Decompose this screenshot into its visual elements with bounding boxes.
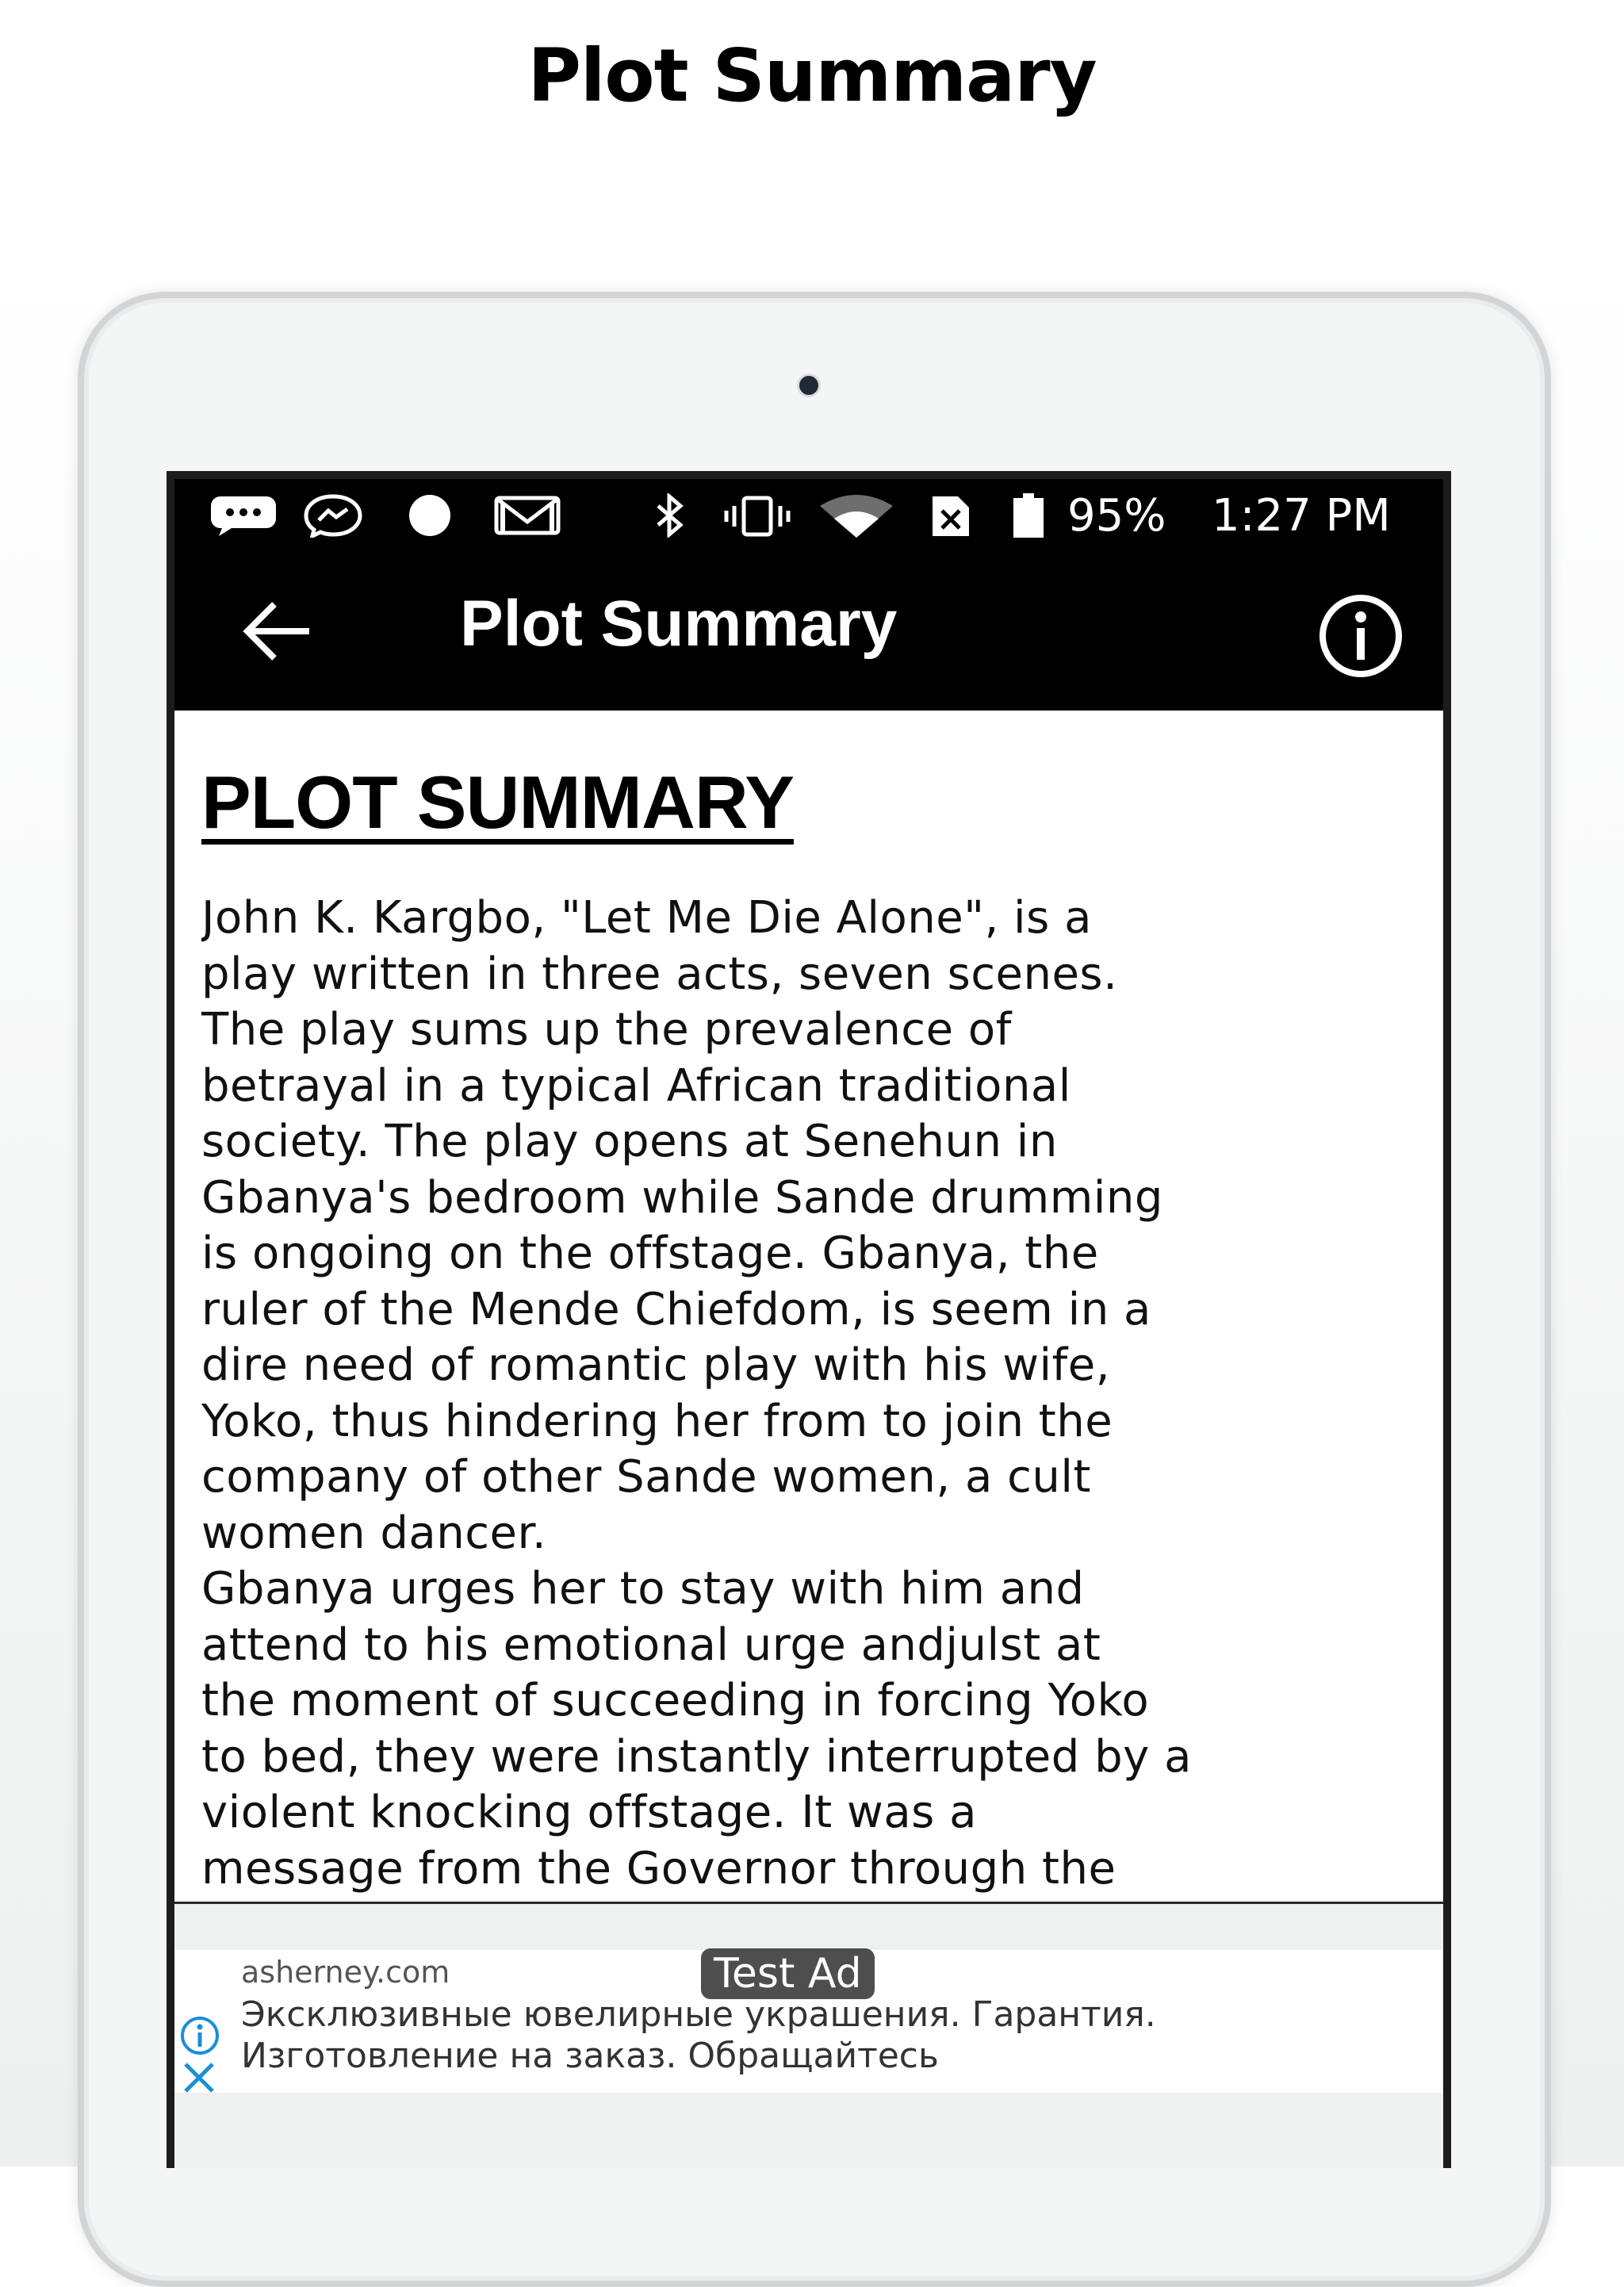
ad-banner [174,1902,1443,2168]
summary-line: to bed, they were instantly interrupted by a [201,1730,1192,1783]
summary-line: betrayal in a typical African traditional [201,1059,1071,1112]
summary-line: John K. Kargbo, "Let Me Die Alone", is a [201,892,1092,944]
ad-domain[interactable]: asherney.com [241,1955,450,1990]
summary-text [201,891,1438,1897]
arrow-left-icon[interactable] [238,593,317,669]
ad-close-icon[interactable] [179,2058,219,2097]
summary-line: is ongoing on the offstage. Gbanya, the [201,1228,1099,1280]
battery-icon [1009,493,1048,538]
promo-title: Plot Summary [527,33,1097,118]
app-bar-title: Plot Summary [460,588,898,660]
page-heading: PLOT SUMMARY [201,760,794,844]
ad-info-icon[interactable] [179,2015,220,2056]
summary-line: the moment of succeeding in forcing Yoko [201,1675,1150,1727]
ad-text-line-1[interactable]: Эксклюзивные ювелирные украшения. Гарантия. [241,1994,1156,2035]
summary-line: The play sums up the prevalence of [201,1004,1012,1056]
device-screen [167,471,1451,2168]
summary-line: Gbanya's bedroom while Sande drumming [201,1171,1163,1224]
summary-line: ruler of the Mende Chiefdom, is seem in a [201,1283,1151,1335]
summary-line: Gbanya urges her to stay with him and [201,1563,1085,1615]
info-icon[interactable] [1316,592,1405,680]
summary-line: play written in three acts, seven scenes. [201,948,1118,1000]
test-ad-badge: Test Ad [701,1948,875,1999]
summary-line: society. The play opens at Senehun in [201,1116,1058,1168]
bluetooth-icon [650,493,690,538]
messenger-icon [301,493,365,538]
battery-percent: 95% [1067,490,1166,542]
no-sim-icon [926,493,974,538]
vibrate-icon [722,493,793,538]
front-camera [799,376,818,395]
gmail-icon [492,493,563,538]
content-area [201,711,1438,1902]
summary-line: attend to his emotional urge andjulst at [201,1619,1101,1671]
ad-text-line-2[interactable]: Изготовление на заказ. Обращайтесь [241,2036,939,2076]
summary-line: dire need of romantic play with his wife, [201,1339,1111,1392]
summary-line: women dancer. [201,1507,547,1559]
ad-card[interactable] [174,1950,1443,2093]
clock: 1:27 PM [1212,490,1391,542]
summary-line: company of other Sande women, a cult [201,1451,1091,1504]
status-bar [174,479,1443,552]
summary-line: message from the Governor through the [201,1842,1116,1894]
summary-line: Yoko, thus hindering her from to join the [201,1395,1113,1447]
wifi-icon [817,493,896,538]
summary-line: violent knocking offstage. It was a [201,1787,977,1839]
circle-icon [398,493,462,538]
message-icon [208,493,279,538]
app-bar [174,552,1443,711]
